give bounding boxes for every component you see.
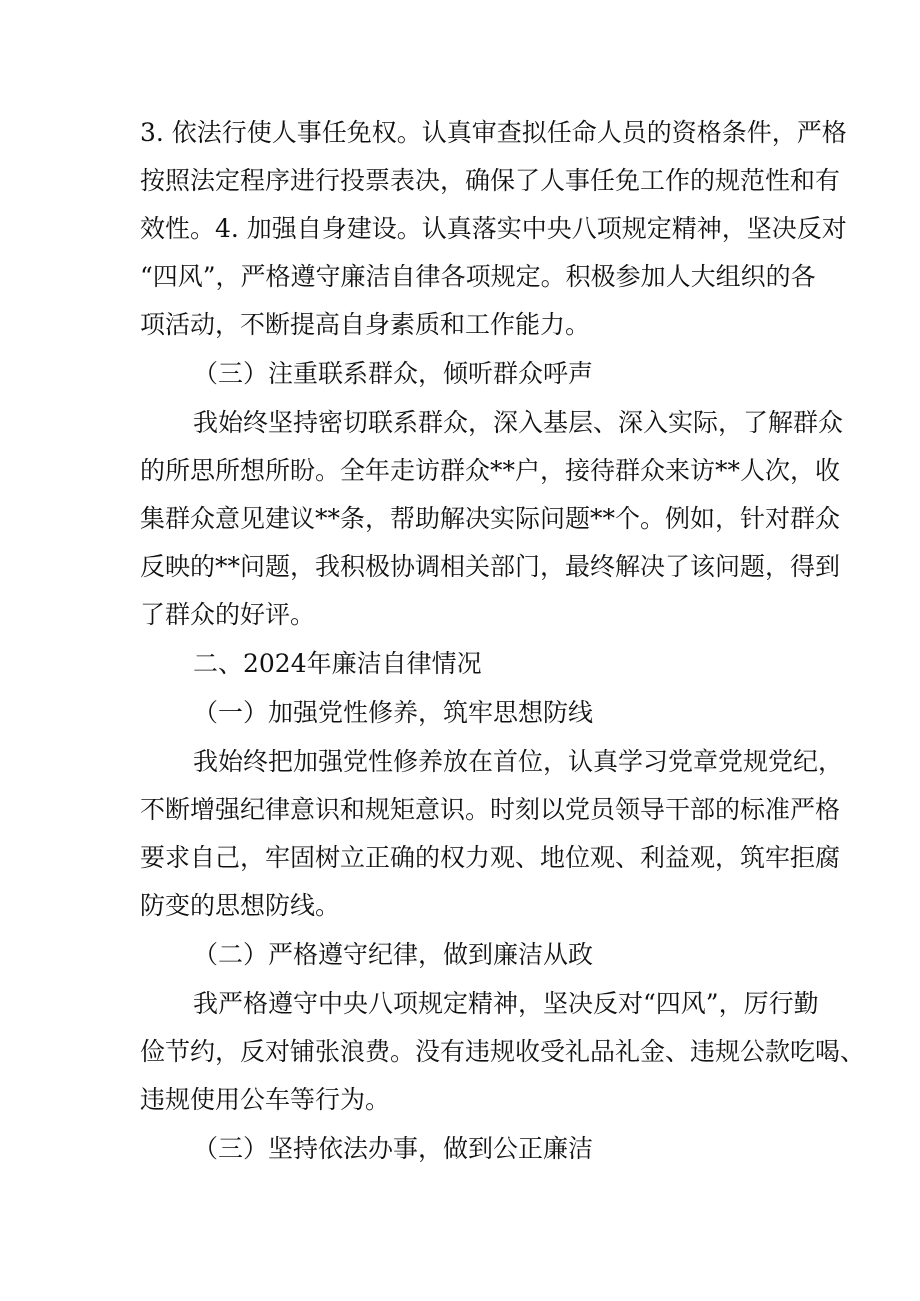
paragraph-line: 集群众意见建议**条，帮助解决实际问题**个。例如，针对群众: [140, 504, 841, 533]
paragraph-line: 3. 依法行使人事任免权。认真审查拟任命人员的资格条件，严格: [140, 118, 847, 147]
paragraph-line: 要求自己，牢固树立正确的权力观、地位观、利益观，筑牢拒腐: [140, 843, 841, 872]
section-heading: （三）注重联系群众，倾听群众呼声: [193, 359, 594, 388]
section-heading: （一）加强党性修养，筑牢思想防线: [193, 698, 594, 727]
paragraph-line: 我严格遵守中央八项规定精神，坚决反对“四风”，厉行勤: [193, 989, 819, 1018]
paragraph-line: “四风”，严格遵守廉洁自律各项规定。积极参加人大组织的各: [140, 262, 816, 291]
paragraph-line: 俭节约，反对铺张浪费。没有违规收受礼品礼金、违规公款吃喝、: [140, 1037, 866, 1066]
paragraph-line: 反映的**问题，我积极协调相关部门，最终解决了该问题，得到: [140, 552, 841, 581]
section-heading: （三）坚持依法办事，做到公正廉洁: [193, 1134, 594, 1163]
paragraph-line: 违规使用公车等行为。: [140, 1085, 391, 1114]
paragraph-line: 不断增强纪律意识和规矩意识。时刻以党员领导干部的标准严格: [140, 795, 841, 824]
paragraph-line: 效性。4. 加强自身建设。认真落实中央八项规定精神，坚决反对: [140, 214, 847, 243]
paragraph-line: 按照法定程序进行投票表决，确保了人事任免工作的规范性和有: [140, 166, 841, 195]
paragraph-line: 项活动，不断提高自身素质和工作能力。: [140, 310, 591, 339]
paragraph-line: 的所思所想所盼。全年走访群众**户，接待群众来访**人次，收: [140, 456, 841, 485]
paragraph-line: 防变的思想防线。: [140, 891, 341, 920]
paragraph-line: 了群众的好评。: [140, 600, 316, 629]
section-heading: （二）严格遵守纪律，做到廉洁从政: [193, 940, 594, 969]
chapter-heading: 二、2024年廉洁自律情况: [193, 649, 482, 678]
paragraph-line: 我始终坚持密切联系群众，深入基层、深入实际，了解群众: [193, 408, 844, 437]
paragraph-line: 我始终把加强党性修养放在首位，认真学习党章党规党纪，: [193, 747, 844, 776]
